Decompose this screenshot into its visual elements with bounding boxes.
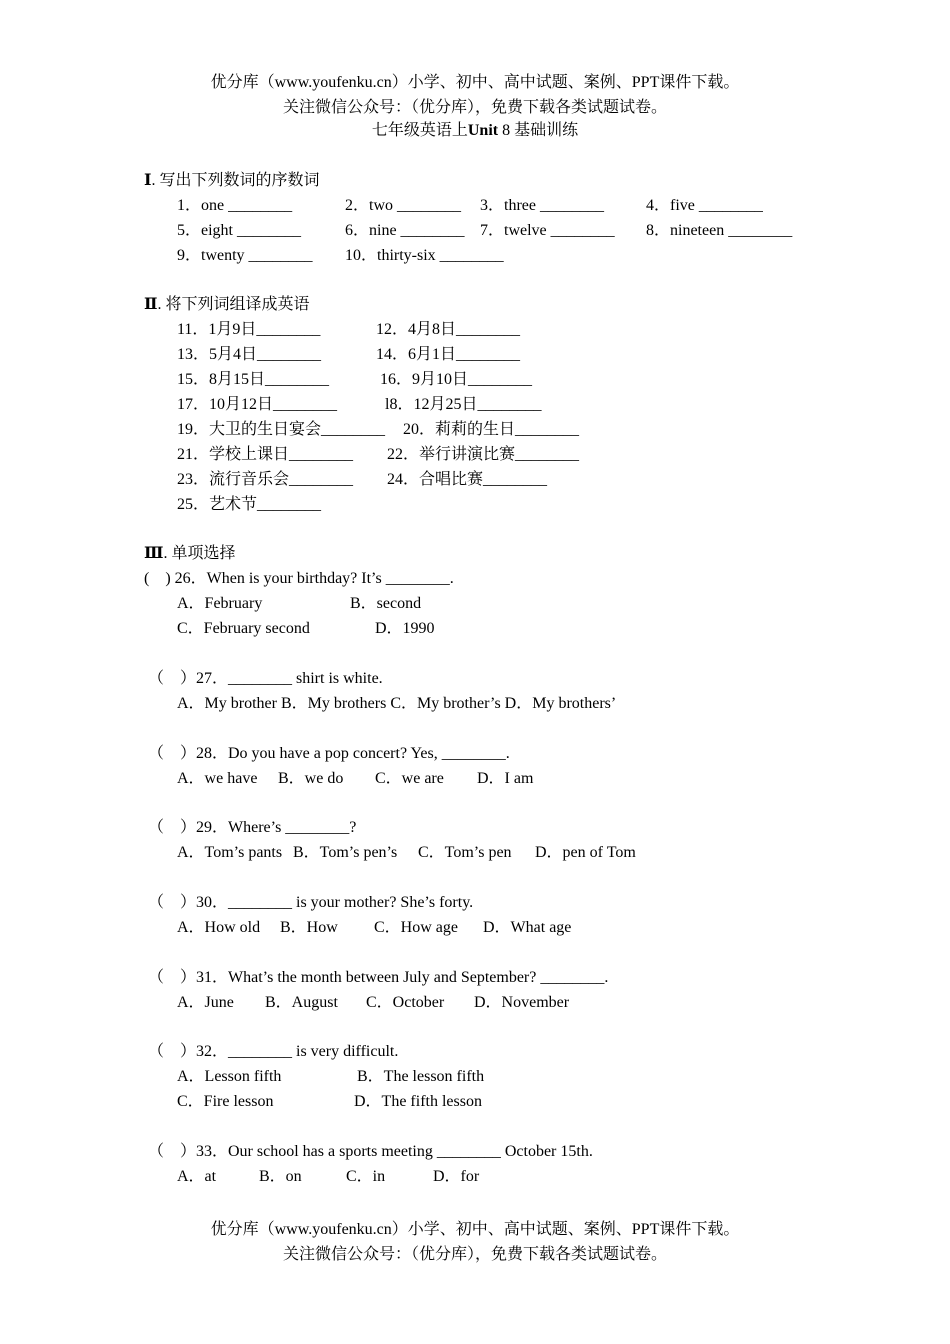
answer-option: D．pen of Tom (535, 844, 636, 861)
list-item: 15．8月15日________ (177, 371, 330, 388)
list-item: 5．eight ________ (177, 222, 301, 239)
footer-line-2: 关注微信公众号：（优分库），免费下载各类试题试卷。 (282, 1246, 667, 1263)
list-item: 22．举行讲演比赛________ (387, 446, 580, 463)
answer-option: C．How age (374, 919, 458, 936)
section1-heading (144, 171, 320, 191)
list-item: 12．4月8日________ (376, 321, 521, 338)
list-item: 16．9月10日________ (380, 371, 533, 388)
section2-heading (144, 295, 310, 315)
list-item: 20．莉莉的生日________ (403, 421, 580, 438)
list-item: 21．学校上课日________ (177, 446, 354, 463)
list-item: 1．one ________ (177, 197, 293, 214)
question-stem: （ ）30．________ is your mother? She’s forty. (148, 894, 474, 911)
title-suffix: 8 基础训练 (498, 122, 579, 139)
list-item: 6．nine ________ (345, 222, 465, 239)
answer-option: B．Tom’s pen’s (293, 844, 398, 861)
answer-option: A．we have (177, 770, 258, 787)
answer-option: B．second (350, 595, 422, 612)
answer-option: C．February second (177, 620, 310, 637)
header-line-2: 关注微信公众号：（优分库），免费下载各类试题试卷。 (282, 99, 667, 116)
section3-num: Ⅲ (144, 545, 164, 562)
answer-option: A．February (177, 595, 263, 612)
list-item: 25．艺术节________ (177, 496, 322, 513)
answer-option: D．November (474, 994, 570, 1011)
answer-option: C．we are (375, 770, 444, 787)
answer-option: B．How (280, 919, 338, 936)
answer-option: A．How old (177, 919, 261, 936)
title-unit: Unit (467, 122, 499, 139)
list-item: 19．大卫的生日宴会________ (177, 421, 386, 438)
question-stem: ( ) 26．When is your birthday? It’s ________. (144, 570, 454, 587)
question-stem: （ ）28．Do you have a pop concert? Yes, ________. (148, 745, 510, 762)
section1-num: Ⅰ (144, 172, 152, 189)
page-title (0, 121, 950, 141)
list-item: 4．five ________ (646, 197, 763, 214)
list-item: 23．流行音乐会________ (177, 471, 354, 488)
section3-title: . 单项选择 (163, 545, 236, 562)
section2-num: Ⅱ (144, 296, 158, 313)
list-item: 8．nineteen ________ (646, 222, 793, 239)
section1-title: . 写出下列数词的序数词 (151, 172, 320, 189)
answer-option: C．Fire lesson (177, 1093, 274, 1110)
question-stem: （ ）32．________ is very difficult. (148, 1043, 399, 1060)
answer-option: D．The fifth lesson (354, 1093, 482, 1110)
list-item: 3．three ________ (480, 197, 604, 214)
answer-option: D．I am (477, 770, 534, 787)
list-item: 14．6月1日________ (376, 346, 521, 363)
title-prefix: 七年级英语上 (371, 122, 468, 139)
footer-line-1: 优分库（www.youfenku.cn）小学、初中、高中试题、案例、PPT课件下载。 (210, 1221, 740, 1238)
list-item: 13．5月4日________ (177, 346, 322, 363)
answer-option: A．Lesson fifth (177, 1068, 282, 1085)
answer-option: A．at (177, 1168, 217, 1185)
list-item: 17．10月12日________ (177, 396, 338, 413)
answer-option: C．in (346, 1168, 386, 1185)
question-stem: （ ）29．Where’s ________? (148, 819, 357, 836)
answer-option: D．1990 (375, 620, 435, 637)
answer-option: D．What age (483, 919, 572, 936)
list-item: 9．twenty ________ (177, 247, 313, 264)
list-item: l8．12月25日________ (385, 396, 542, 413)
answer-option: A．My brother B．My brothers C．My brother’s D．My brothers’ (177, 695, 617, 712)
answer-option: C．Tom’s pen (418, 844, 512, 861)
section2-title: . 将下列词组译成英语 (157, 296, 310, 313)
list-item: 2．two ________ (345, 197, 462, 214)
section3-heading (144, 544, 236, 564)
question-stem: （ ）31．What’s the month between July and September? ________. (148, 969, 609, 986)
list-item: 11．1月9日________ (177, 321, 321, 338)
header-line-1: 优分库（www.youfenku.cn）小学、初中、高中试题、案例、PPT课件下载。 (210, 74, 740, 91)
question-stem: （ ）27．________ shirt is white. (148, 670, 383, 687)
answer-option: D．for (433, 1168, 480, 1185)
question-stem: （ ）33．Our school has a sports meeting ________ October 15th. (148, 1143, 593, 1160)
answer-option: B．The lesson fifth (357, 1068, 485, 1085)
list-item: 10．thirty-six ________ (345, 247, 504, 264)
list-item: 7．twelve ________ (480, 222, 615, 239)
list-item: 24．合唱比赛________ (387, 471, 548, 488)
answer-option: C．October (366, 994, 445, 1011)
answer-option: B．we do (278, 770, 344, 787)
answer-option: B．August (265, 994, 338, 1011)
answer-option: B．on (259, 1168, 302, 1185)
answer-option: A．June (177, 994, 234, 1011)
answer-option: A．Tom’s pants (177, 844, 283, 861)
